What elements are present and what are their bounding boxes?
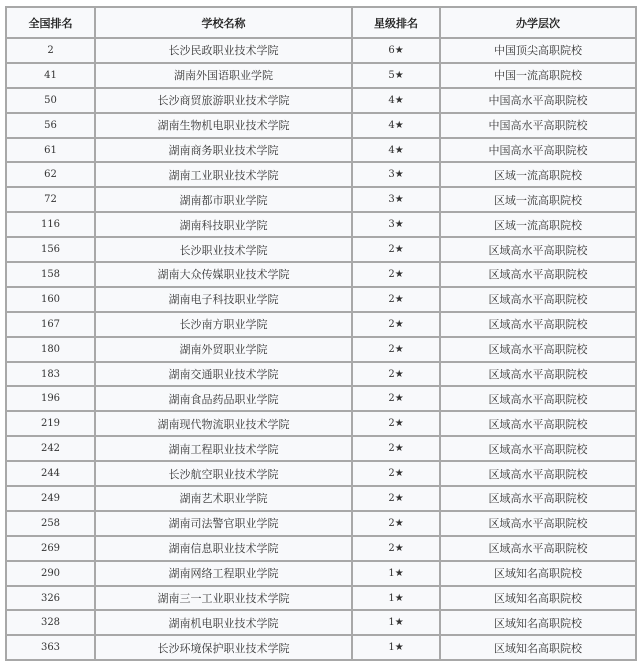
star-rank-cell: 2★ [352,237,440,262]
national-rank-cell: 156 [6,237,95,262]
table-row [6,287,636,312]
table-row [6,88,636,113]
level-cell: 区域高水平高职院校 [440,536,636,561]
level-cell: 区域高水平高职院校 [440,486,636,511]
national-rank-cell: 328 [6,610,95,635]
level-cell: 区域高水平高职院校 [440,287,636,312]
table-row [6,586,636,611]
header-national-rank: 全国排名 [6,7,95,38]
national-rank-cell: 158 [6,262,95,287]
table-row [6,162,636,187]
level-cell: 区域高水平高职院校 [440,386,636,411]
level-cell: 区域一流高职院校 [440,187,636,212]
school-name-cell: 湖南外国语职业学院 [95,63,352,88]
table-row [6,262,636,287]
national-rank-cell: 56 [6,113,95,138]
school-name-cell: 湖南网络工程职业学院 [95,561,352,586]
national-rank-cell: 269 [6,536,95,561]
level-cell: 中国高水平高职院校 [440,88,636,113]
star-rank-cell: 1★ [352,586,440,611]
star-rank-cell: 2★ [352,337,440,362]
star-rank-cell: 2★ [352,411,440,436]
header-school-name: 学校名称 [95,7,352,38]
school-name-cell: 湖南大众传媒职业技术学院 [95,262,352,287]
school-name-cell: 长沙南方职业学院 [95,312,352,337]
table-row [6,635,636,660]
table-row [6,486,636,511]
star-rank-cell: 1★ [352,610,440,635]
school-name-cell: 湖南机电职业技术学院 [95,610,352,635]
table-row [6,436,636,461]
table-row [6,610,636,635]
school-name-cell: 湖南外贸职业学院 [95,337,352,362]
level-cell: 区域高水平高职院校 [440,411,636,436]
national-rank-cell: 244 [6,461,95,486]
national-rank-cell: 290 [6,561,95,586]
star-rank-cell: 5★ [352,63,440,88]
national-rank-cell: 326 [6,586,95,611]
table-row [6,312,636,337]
school-name-cell: 湖南三一工业职业技术学院 [95,586,352,611]
star-rank-cell: 4★ [352,138,440,163]
school-name-cell: 湖南科技职业学院 [95,212,352,237]
school-name-cell: 湖南都市职业学院 [95,187,352,212]
table-row [6,461,636,486]
table-row [6,362,636,387]
national-rank-cell: 61 [6,138,95,163]
school-name-cell: 湖南食品药品职业学院 [95,386,352,411]
table-body [6,38,636,660]
national-rank-cell: 196 [6,386,95,411]
school-name-cell: 长沙航空职业技术学院 [95,461,352,486]
star-rank-cell: 1★ [352,635,440,660]
school-name-cell: 湖南商务职业技术学院 [95,138,352,163]
table-row [6,511,636,536]
level-cell: 中国一流高职院校 [440,63,636,88]
level-cell: 区域知名高职院校 [440,561,636,586]
level-cell: 中国高水平高职院校 [440,138,636,163]
star-rank-cell: 2★ [352,362,440,387]
school-name-cell: 长沙民政职业技术学院 [95,38,352,63]
national-rank-cell: 116 [6,212,95,237]
national-rank-cell: 160 [6,287,95,312]
ranking-table [5,6,637,661]
table-row [6,337,636,362]
school-name-cell: 湖南工程职业技术学院 [95,436,352,461]
school-name-cell: 长沙环境保护职业技术学院 [95,635,352,660]
table-row [6,386,636,411]
level-cell: 区域高水平高职院校 [440,312,636,337]
level-cell: 区域高水平高职院校 [440,436,636,461]
level-cell: 区域高水平高职院校 [440,511,636,536]
star-rank-cell: 2★ [352,386,440,411]
school-name-cell: 湖南工业职业技术学院 [95,162,352,187]
level-cell: 区域知名高职院校 [440,586,636,611]
national-rank-cell: 2 [6,38,95,63]
school-name-cell: 湖南信息职业技术学院 [95,536,352,561]
table-row [6,113,636,138]
star-rank-cell: 2★ [352,536,440,561]
star-rank-cell: 2★ [352,262,440,287]
national-rank-cell: 183 [6,362,95,387]
level-cell: 区域高水平高职院校 [440,461,636,486]
star-rank-cell: 2★ [352,511,440,536]
school-name-cell: 湖南司法警官职业学院 [95,511,352,536]
star-rank-cell: 4★ [352,88,440,113]
national-rank-cell: 41 [6,63,95,88]
table-row [6,536,636,561]
table-row [6,237,636,262]
header-level: 办学层次 [440,7,636,38]
table-row [6,411,636,436]
school-name-cell: 湖南艺术职业学院 [95,486,352,511]
national-rank-cell: 219 [6,411,95,436]
table-row [6,63,636,88]
national-rank-cell: 180 [6,337,95,362]
star-rank-cell: 2★ [352,461,440,486]
school-name-cell: 长沙商贸旅游职业技术学院 [95,88,352,113]
level-cell: 区域高水平高职院校 [440,337,636,362]
star-rank-cell: 2★ [352,436,440,461]
table-row [6,138,636,163]
national-rank-cell: 242 [6,436,95,461]
national-rank-cell: 258 [6,511,95,536]
star-rank-cell: 3★ [352,212,440,237]
school-name-cell: 湖南交通职业技术学院 [95,362,352,387]
star-rank-cell: 3★ [352,162,440,187]
star-rank-cell: 4★ [352,113,440,138]
level-cell: 区域知名高职院校 [440,635,636,660]
star-rank-cell: 2★ [352,312,440,337]
level-cell: 中国顶尖高职院校 [440,38,636,63]
national-rank-cell: 50 [6,88,95,113]
level-cell: 区域高水平高职院校 [440,362,636,387]
national-rank-cell: 363 [6,635,95,660]
national-rank-cell: 249 [6,486,95,511]
star-rank-cell: 2★ [352,486,440,511]
level-cell: 区域高水平高职院校 [440,237,636,262]
star-rank-cell: 6★ [352,38,440,63]
table-row [6,561,636,586]
table-row [6,38,636,63]
level-cell: 中国高水平高职院校 [440,113,636,138]
level-cell: 区域高水平高职院校 [440,262,636,287]
school-name-cell: 湖南现代物流职业技术学院 [95,411,352,436]
school-name-cell: 湖南生物机电职业技术学院 [95,113,352,138]
star-rank-cell: 1★ [352,561,440,586]
level-cell: 区域知名高职院校 [440,610,636,635]
school-name-cell: 湖南电子科技职业学院 [95,287,352,312]
school-name-cell: 长沙职业技术学院 [95,237,352,262]
star-rank-cell: 2★ [352,287,440,312]
national-rank-cell: 62 [6,162,95,187]
national-rank-cell: 167 [6,312,95,337]
table-row [6,212,636,237]
table-row [6,187,636,212]
star-rank-cell: 3★ [352,187,440,212]
header-row [6,7,636,38]
header-star-rank: 星级排名 [352,7,440,38]
level-cell: 区域一流高职院校 [440,212,636,237]
level-cell: 区域一流高职院校 [440,162,636,187]
national-rank-cell: 72 [6,187,95,212]
